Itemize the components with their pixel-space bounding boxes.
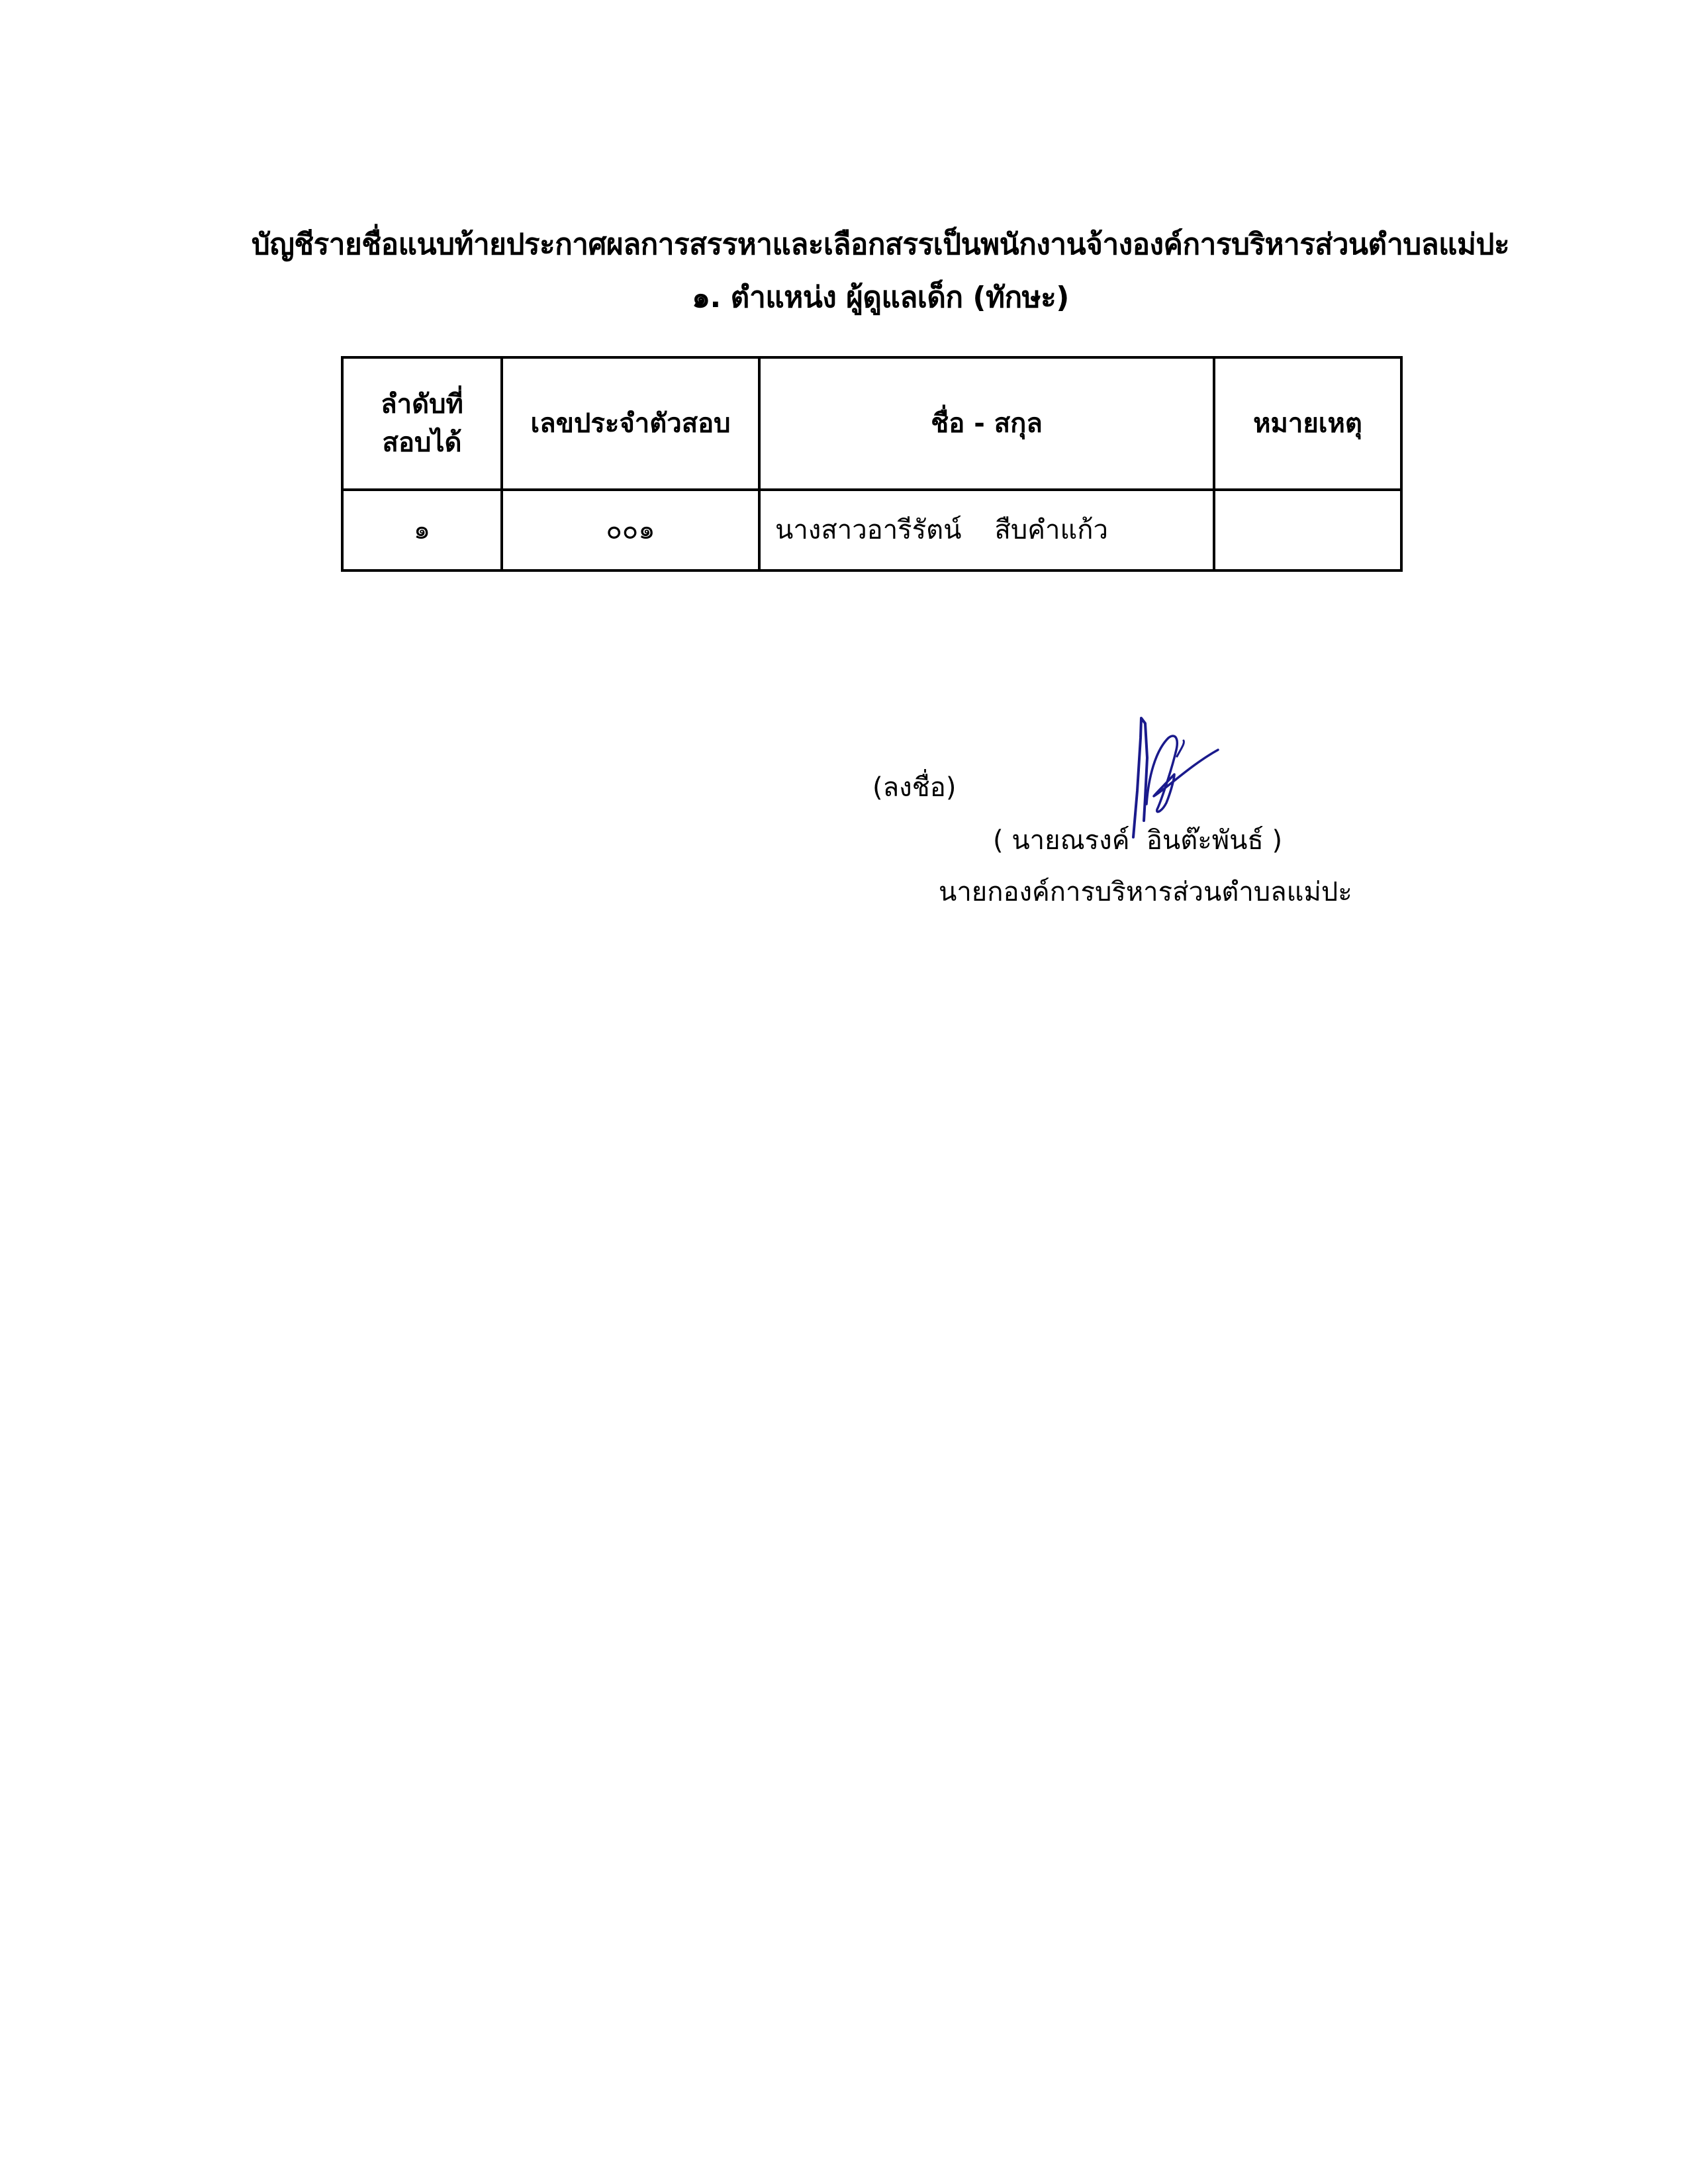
signer-name: ( นายณรงค์ อินต๊ะพันธ์ ): [993, 825, 1283, 856]
document-title: บัญชีรายชื่อแนบท้ายประกาศผลการสรรหาและเลือกสรรเป็นพนักงานจ้างองค์การบริหารส่วนตำบลแม่ปะ: [251, 228, 1510, 261]
cell-remarks: [1214, 490, 1401, 570]
last-name: สืบคำแก้ว: [994, 515, 1108, 545]
table-row: [342, 490, 1401, 570]
signer-position: นายกองค์การบริหารส่วนตำบลแม่ปะ: [939, 877, 1352, 907]
header-rank-line-1: ลำดับที่: [381, 389, 463, 420]
first-name: นางสาวอารีรัตน์: [775, 515, 962, 545]
handwritten-signature-icon: [1119, 711, 1231, 844]
results-table: [341, 356, 1403, 572]
header-rank-line-2: สอบได้: [382, 428, 462, 458]
table-header-row: [342, 357, 1401, 490]
sign-label: (ลงชื่อ): [872, 772, 957, 803]
header-rank: [342, 357, 502, 490]
cell-exam-id: ๐๐๑: [502, 490, 759, 570]
header-remarks: หมายเหตุ: [1214, 357, 1401, 490]
cell-rank: ๑: [342, 490, 502, 570]
header-exam-id: เลขประจำตัวสอบ: [502, 357, 759, 490]
position-subtitle: ๑. ตำแหน่ง ผู้ดูแลเด็ก (ทักษะ): [692, 281, 1069, 314]
header-full-name: ชื่อ - สกุล: [759, 357, 1214, 490]
cell-full-name: [759, 490, 1214, 570]
